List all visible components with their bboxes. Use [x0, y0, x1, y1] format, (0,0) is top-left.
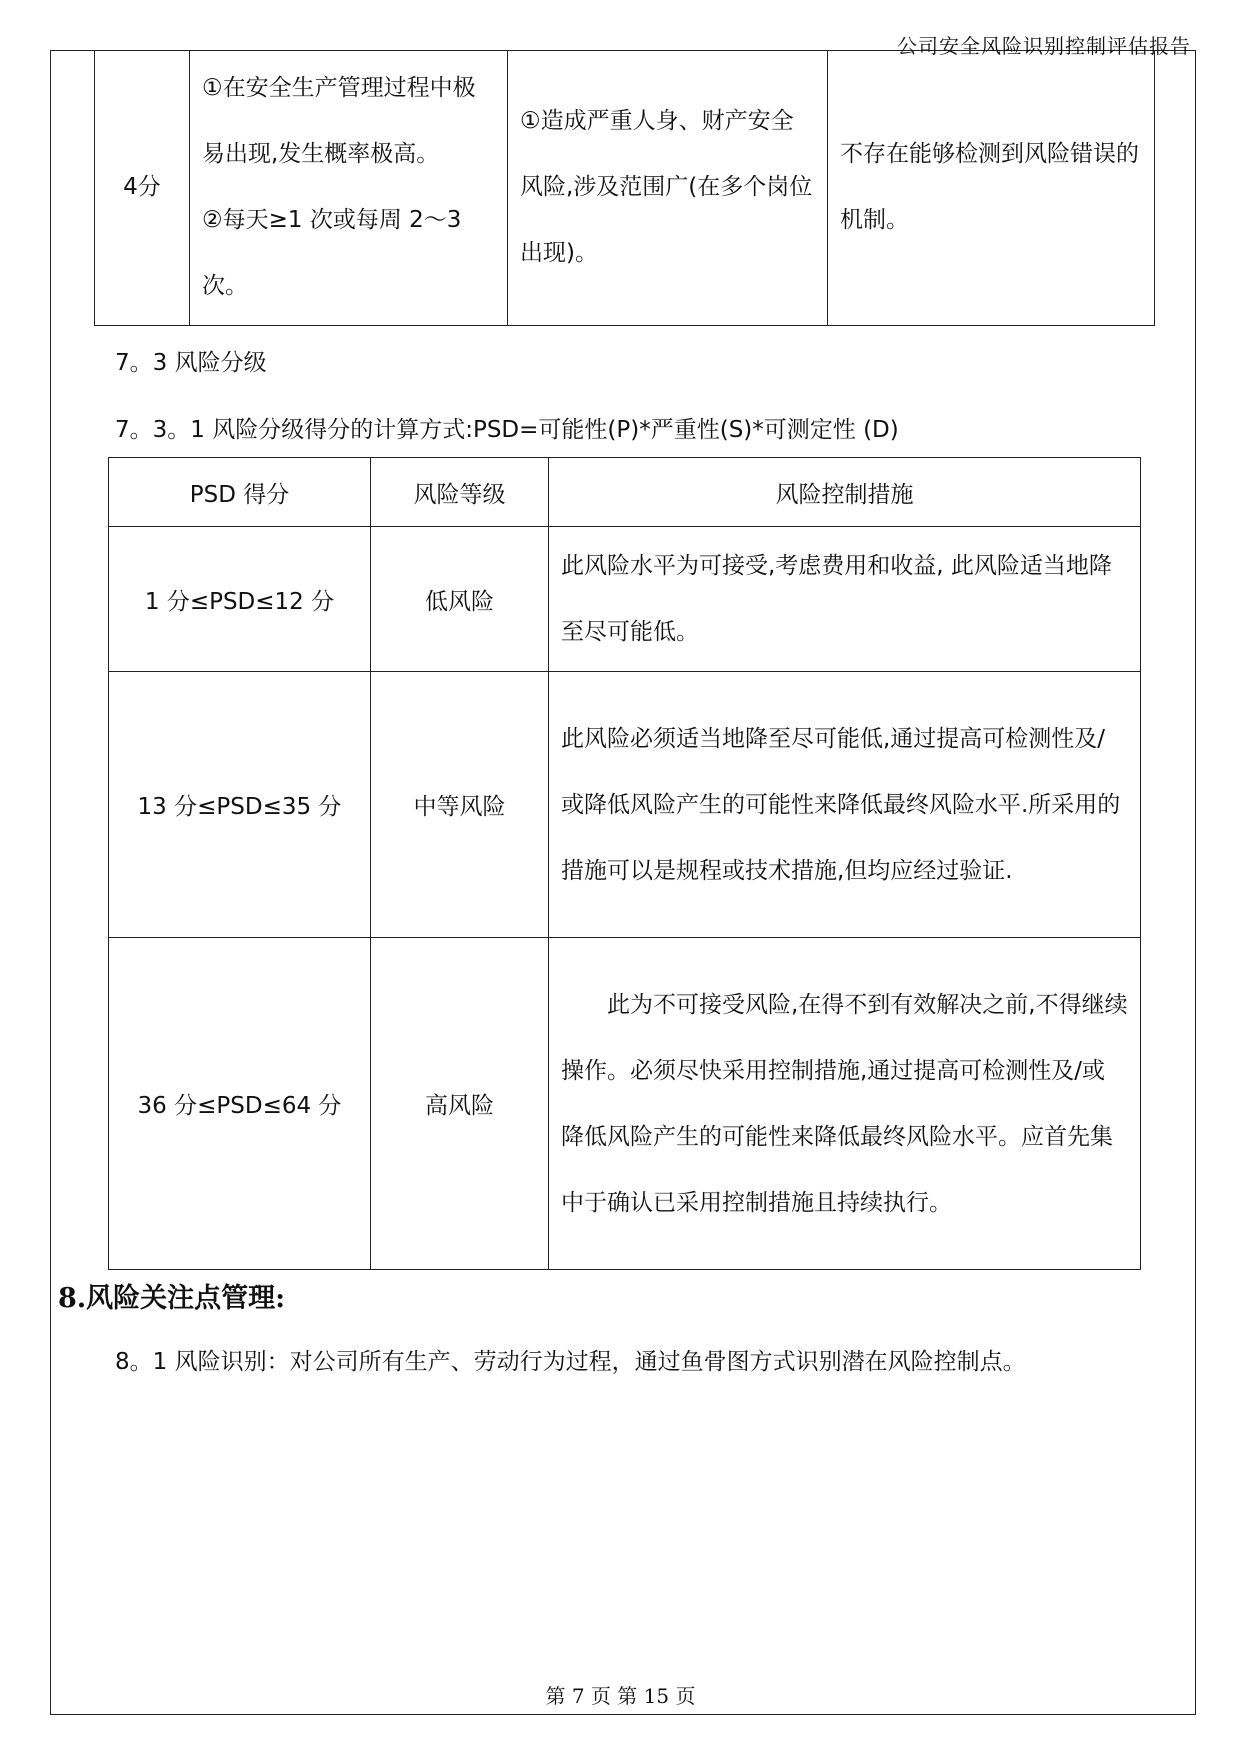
probability-cell [190, 50, 508, 325]
risk-level: 高风险 [371, 938, 549, 1270]
header-psd-score: PSD 得分 [109, 458, 371, 527]
section-7-3-title: 7。3 风险分级 [115, 350, 267, 376]
control-measure: 此风险水平为可接受,考虑费用和收益, 此风险适当地降至尽可能低。 [549, 527, 1141, 672]
risk-level: 低风险 [371, 527, 549, 672]
header-risk-level: 风险等级 [371, 458, 549, 527]
control-measure: 此风险必须适当地降至尽可能低,通过提高可检测性及/或降低风险产生的可能性来降低最终风险水平.所采用的措施可以是规程或技术措施,但均应经过验证. [549, 672, 1141, 938]
page-number: 第 7 页 第 15 页 [545, 1684, 696, 1708]
probability-item: ②每天≥1 次或每周 2～3次。 [202, 207, 462, 300]
score-cell: 4分 [95, 50, 190, 325]
table-row [109, 938, 1141, 1270]
psd-range: 36 分≤PSD≤64 分 [109, 938, 371, 1270]
section-7-3-1-formula: 7。3。1 风险分级得分的计算方式:PSD=可能性(P)*严重性(S)*可测定性 (D) [115, 417, 899, 443]
document-header: 公司安全风险识别控制评估报告 [897, 34, 1191, 58]
table-row [109, 672, 1141, 938]
severity-cell: ①造成严重人身、财产安全风险,涉及范围广(在多个岗位出现)。 [508, 50, 828, 325]
risk-level: 中等风险 [371, 672, 549, 938]
psd-range: 1 分≤PSD≤12 分 [109, 527, 371, 672]
section-8-1-text: 8。1 风险识别：对公司所有生产、劳动行为过程，通过鱼骨图方式识别潜在风险控制点。 [115, 1349, 1026, 1375]
table-row [109, 527, 1141, 672]
risk-grading-table [108, 457, 1141, 1270]
criteria-table [94, 50, 1155, 326]
detectability-cell: 不存在能够检测到风险错误的机制。 [828, 50, 1155, 325]
section-8-heading: 8.风险关注点管理: [58, 1283, 286, 1314]
psd-range: 13 分≤PSD≤35 分 [109, 672, 371, 938]
control-measure: 此为不可接受风险,在得不到有效解决之前,不得继续操作。必须尽快采用控制措施,通过提高可检测性及/或降低风险产生的可能性来降低最终风险水平。应首先集中于确认已采用控制措施且持续执行。 [549, 938, 1141, 1270]
probability-item: ①在安全生产管理过程中极易出现,发生概率极高。 [202, 75, 476, 168]
header-control-measures: 风险控制措施 [549, 458, 1141, 527]
